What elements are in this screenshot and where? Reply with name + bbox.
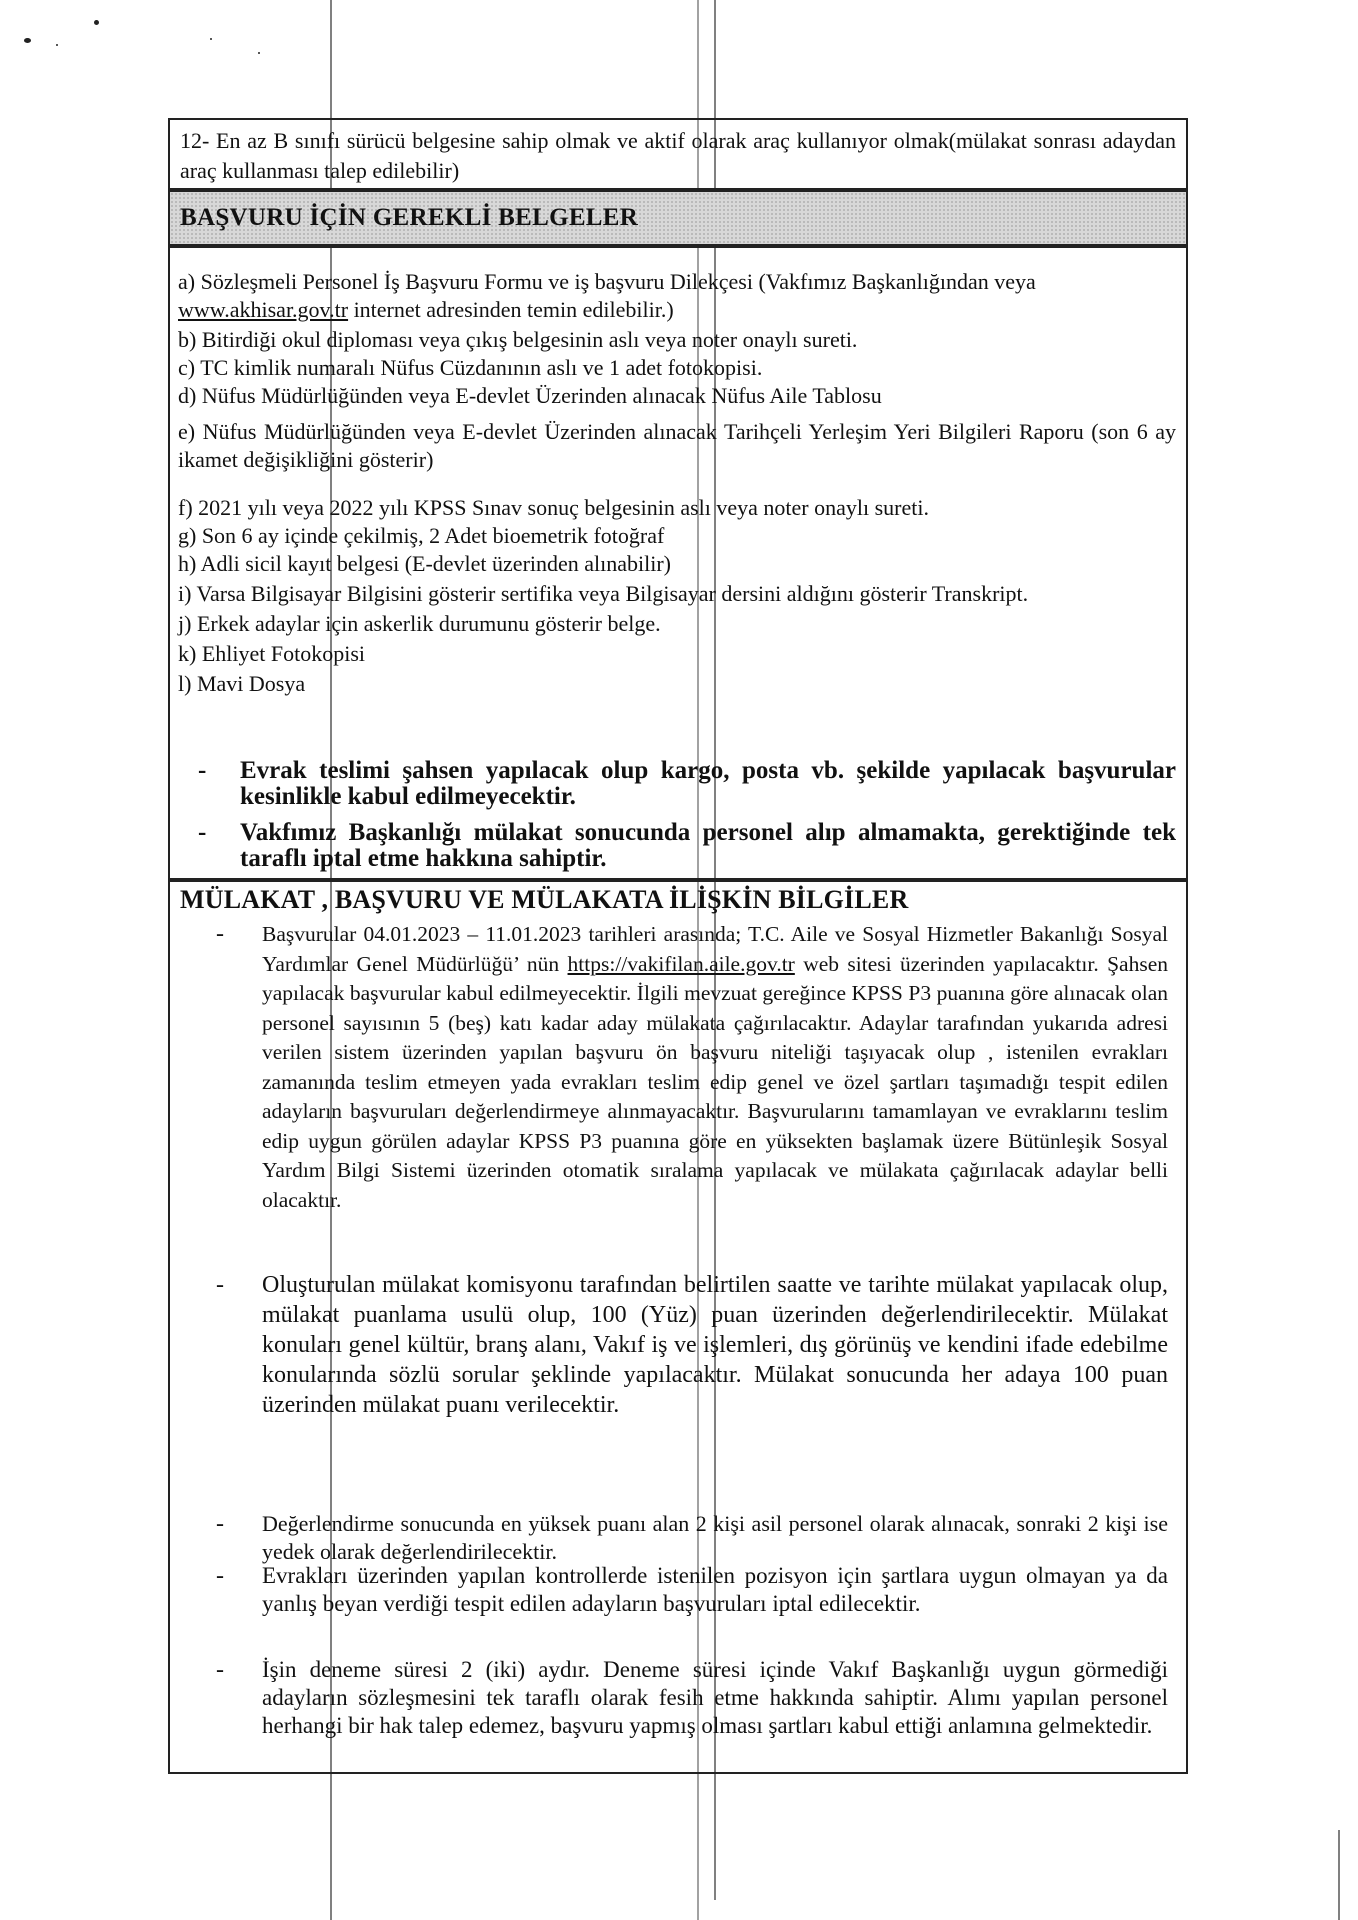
document-item-i: i) Varsa Bilgisayar Bilgisini gösterir sertifika veya Bilgisayar dersini aldığını gösterir Transkript. (178, 581, 1029, 606)
scan-speck (210, 38, 212, 40)
info-item-interview-scoring (216, 1270, 1168, 1420)
requirement-12-row (168, 118, 1188, 190)
note-cancellation-right (198, 819, 1176, 872)
required-documents-title: BAŞVURU İÇİN GEREKLİ BELGELER (180, 204, 639, 231)
required-documents-header (168, 190, 1188, 246)
info-item-interview-scoring-text: Oluşturulan mülakat komisyonu tarafından belirtilen saatte ve tarihte mülakat yapılacak olup, mülakat puanlama usulü olup, 100 (Yüz) puan üzerinden değerlendirilecektir. Mülakat konuları genel kültür, branş alanı, Vakıf iş ve işlemleri, dış görünüş ve kendini ifade edebilme konularında sözlü sorular şeklinde yapılacaktır. Mülakat sonucunda her adaya 100 puan üzerinden mülakat puanı verilecektir. (262, 1272, 1168, 1418)
info-item-application-dates-text: Başvurular 04.01.2023 – 11.01.2023 tarihleri arasında; T.C. Aile ve Sosyal Hizmetler Bakanlığı Sosyal Yardımlar Genel Müdürlüğü’ nün (262, 922, 1168, 976)
requirement-12-text: 12- En az B sınıfı sürücü belgesine sahip olmak ve aktif olarak araç kullanıyor olmak(mülakat sonrası adaydan araç kullanması talep edilebilir) (180, 128, 1176, 183)
interview-info-title: MÜLAKAT , BAŞVURU VE MÜLAKATA İLİŞKİN BİLGİLER (180, 885, 909, 914)
scan-speck (94, 20, 99, 25)
document-item-a-text: a) Sözleşmeli Personel İş Başvuru Formu ve iş başvuru Dilekçesi (Vakfımız Başkanlığından veya (178, 269, 1036, 294)
scan-speck (258, 52, 260, 54)
akhisar-website-link[interactable]: www.akhisar.gov.tr (178, 297, 349, 322)
document-item-d: d) Nüfus Müdürlüğünden veya E-devlet Üzerinden alınacak Nüfus Aile Tablosu (178, 383, 882, 408)
document-item-f: f) 2021 yılı veya 2022 yılı KPSS Sınav sonuç belgesinin aslı veya noter onaylı sureti. (178, 495, 929, 520)
bullet-dash: - (216, 921, 224, 947)
document-item-l: l) Mavi Dosya (178, 671, 306, 696)
info-item-evaluation-result-text: Değerlendirme sonucunda en yüksek puanı alan 2 kişi asil personel olarak alınacak, sonraki 2 kişi ise yedek olarak değerlendirilecektir. (262, 1511, 1168, 1564)
required-documents-section (168, 246, 1188, 880)
document-item-e: e) Nüfus Müdürlüğünden veya E-devlet Üzerinden alınacak Tarihçeli Yerleşim Yeri Bilgileri Raporu (son 6 ay ikamet değişikliğini gösterir) (178, 419, 1176, 472)
interview-info-section (168, 914, 1188, 1774)
scan-speck (24, 38, 31, 43)
document-item-c: c) TC kimlik numaralı Nüfus Cüzdanının aslı ve 1 adet fotokopisi. (178, 355, 763, 380)
info-item-probation-period-text: İşin deneme süresi 2 (iki) aydır. Deneme süresi içinde Vakıf Başkanlığı uygun görmediği adayların sözleşmesini tek taraflı olarak fesih etme hakkında sahiptir. Alımı yapılan personel herhangi bir hak talep edemez, başvuru yapmış olması şartları kabul ettiği anlamına gelmektedir. (262, 1657, 1168, 1738)
info-item-probation-period (216, 1656, 1168, 1740)
info-item-application-dates (216, 920, 1168, 1215)
bullet-dash: - (198, 819, 207, 846)
note-in-person-submission-text: Evrak teslimi şahsen yapılacak olup kargo, posta vb. şekilde yapılacak başvurular kesinlikle kabul edilmeyecektir. (240, 757, 1176, 810)
bullet-dash: - (216, 1657, 224, 1683)
document-item-h: h) Adli sicil kayıt belgesi (E-devlet üzerinden alınabilir) (178, 551, 672, 576)
document-item-g: g) Son 6 ay içinde çekilmiş, 2 Adet bioemetrik fotoğraf (178, 523, 665, 548)
info-item-document-checks-text: Evrakları üzerinden yapılan kontrollerde istenilen pozisyon için şartlara uygun olmayan ya da yanlış beyan verdiği tespit edilen adayların başvuruları iptal edilecektir. (262, 1563, 1168, 1616)
info-item-evaluation-result (216, 1510, 1168, 1566)
interview-info-header (168, 880, 1188, 918)
document-item-k: k) Ehliyet Fotokopisi (178, 641, 365, 666)
info-item-application-dates-text-cont: web sitesi üzerinden yapılacaktır. Şahsen yapılacak başvurular kabul edilmeyecektir. İlgili mevzuat gereğince KPSS P3 puanına göre alınacak olan personel sayısının 5 (beş) katı kadar aday mülakata çağırılacaktır. Adaylar tarafından yukarıda adresi verilen sistem üzerinden yapılan başvuru ön başvuru niteliği taşıyacak olup , istenilen evrakları zamanında teslim etmeyen yada evrakları teslim edip genel ve özel şartları taşımadığı tespit edilen adayların başvuruları değerlendirmeye alınmayacaktır. Başvurularını tamamlayan ve evraklarını teslim edip uygun görülen adaylar KPSS P3 puanına göre en yüksekten başlamak üzere Bütünleşik Sosyal Yardım Bilgi Sistemi üzerinden otomatik sıralama yapılacak ve mülakata çağırılacak adaylar belli olacaktır. (262, 951, 1168, 1212)
document-item-b: b) Bitirdiği okul diploması veya çıkış belgesinin aslı veya noter onaylı sureti. (178, 327, 858, 352)
vakifilan-website-link[interactable]: https://vakifilan.aile.gov.tr (567, 951, 795, 976)
document-item-a (178, 268, 1176, 324)
info-item-document-checks (216, 1562, 1168, 1618)
bullet-dash: - (216, 1511, 224, 1537)
document-item-j: j) Erkek adaylar için askerlik durumunu gösterir belge. (178, 611, 661, 636)
bullet-dash: - (198, 757, 207, 784)
note-cancellation-right-text: Vakfımız Başkanlığı mülakat sonucunda personel alıp almamakta, gerektiğinde tek taraflı iptal etme hakkına sahiptir. (240, 819, 1176, 872)
scan-edge-line (1338, 1830, 1340, 1920)
document-item-a-suffix: internet adresinden temin edilebilir.) (348, 297, 674, 322)
bullet-dash: - (216, 1563, 224, 1589)
note-in-person-submission (198, 757, 1176, 810)
scan-speck (56, 44, 58, 46)
bullet-dash: - (216, 1272, 224, 1298)
